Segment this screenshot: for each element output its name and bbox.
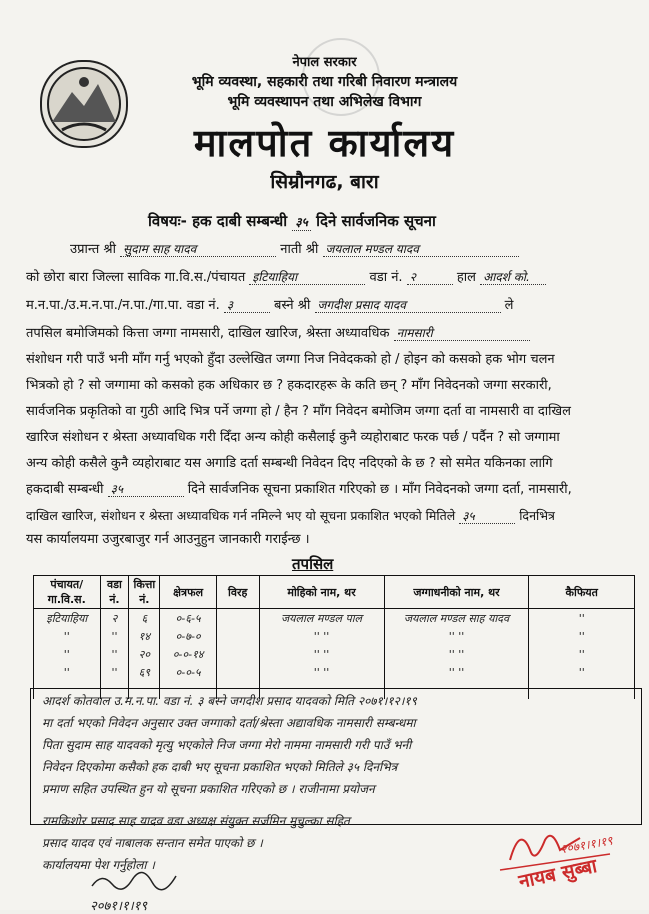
body-line-12: यस कार्यालयमा उजुरबाजुर गर्न आउनुहुन जानकारी गराईन्छ । [26,532,310,547]
note-line-4: निवेदन दिएकोमा कसैको हक दाबी भए सूचना प्रकाशित भएको मितिले ३५ दिनभित्र [42,760,398,774]
cell: '' [529,645,635,663]
cell: '' '' [384,645,529,663]
note-line-6: रामकिशोर प्रसाद साह यादव वडा अध्यक्ष संयुक्त सर्जमिन मुचुल्का सहित [42,814,350,828]
cell: '' '' [259,645,384,663]
subject-days: ३५ [292,213,310,231]
request-type-field: नामसारी [394,327,530,341]
note-line-1: आदर्श कोतवाल उ.म.न.पा. वडा नं. ३ बस्ने जगदीश प्रसाद यादवको मिति २०७१।१२।१९ [42,694,417,708]
cell: '' [529,609,635,628]
applicant-father-field: सुदाम साह यादव [120,243,276,257]
cell: '' [34,627,101,645]
text: दाखिल खारिज, संशोधन र श्रेस्ता अध्यावधिक गर्न नमिल्ने भए यो सूचना प्रकाशित भएको मितिले [26,508,456,523]
cell: '' [100,627,129,645]
body-line-11 [26,509,555,524]
cell [216,645,259,663]
table-row [34,627,635,645]
text: हकदाबी सम्बन्धी [26,482,104,497]
table-row [34,663,635,681]
text: नाती श्री [280,242,319,257]
body-line-9: अन्य कोही कसैले कुनै व्यहोराबाट यस अगाडि दर्ता सम्बन्धी निवेदन दिए नदिएको के छ ? सो समेत यकिनका लागि [26,456,553,471]
cell: ०-७-० [160,627,217,645]
days-field-2: ३५ [459,510,515,524]
applicant-name-field: जगदीश प्रसाद यादव [315,299,501,313]
body-line-5: संशोधन गरी पाउँ भनी माँग गर्नु भएको हुँदा उल्लेखित जग्गा निज निवेदकको हो / होइन को कसको हक भोग चलन [26,352,555,367]
body-line-1 [70,243,519,257]
cell: '' '' [384,627,529,645]
office-location: सिम्रौनगढ, बारा [270,171,379,193]
current-address-field: आदर्श को. [480,271,546,285]
stamp-date: २०७१।१।१९ [559,833,614,857]
cell: ०-६-५ [160,609,217,628]
note-line-3: पिता सुदाम साह यादवको मृत्यु भएकोले निज जग्गा मेरो नाममा नामसारी गरी पाउँ भनी [42,738,412,752]
col-remarks: कैफियत [529,576,635,609]
cell: '' [529,627,635,645]
cell [216,609,259,628]
cell: ६ [129,609,160,628]
col-birah: विरह [216,576,259,609]
col-area: क्षेत्रफल [160,576,217,609]
note-line-8: कार्यालयमा पेश गर्नुहोला । [42,858,155,872]
cell: '' '' [259,627,384,645]
body-line-7: सार्वजनिक प्रकृतिको वा गुठी आदि भित्र पर्ने जग्गा हो / हैन ? माँग निवेदन बमोजिम जग्गा दर्ता वा नामसारी वा दाखिल [26,404,571,419]
cell: '' [100,645,129,663]
cell: '' [34,663,101,681]
body-line-8: खारिज संशोधन र श्रेस्ता अध्यावधिक गरी दिँदा अन्य कोही कसैलाई कुनै व्यहोराबाट फरक पर्छ / पर्दैन ? सो जग्गामा [26,430,560,445]
cell: इटियाहिया [34,609,101,628]
grandfather-field: जयलाल मण्डल यादव [323,243,519,257]
cell: २ [100,609,129,628]
subject-prefix: विषयः- हक दाबी सम्बन्धी [148,212,288,230]
text: उप्रान्त श्री [70,242,117,257]
cell [216,663,259,681]
header-ministry: भूमि व्यवस्था, सहकारी तथा गरिबी निवारण मन्त्रालय [191,74,458,90]
text: बस्ने श्री [274,298,311,313]
text: को छोरा बारा जिल्ला साविक गा.वि.स./पंचायत [26,270,246,285]
signature-left [90,870,180,914]
text: वडा नं. [369,270,403,285]
text: दिनभित्र [519,508,555,523]
vdc-field: इटियाहिया [249,271,365,285]
col-owner: जग्गाधनीको नाम, थर [384,576,529,609]
subject-suffix: दिने सार्वजनिक सूचना [316,212,436,230]
text: तपसिल बमोजिमको कित्ता जग्गा नामसारी, दाखिल खारिज, श्रेस्ता अध्यावधिक [26,326,390,341]
text: हाल [456,270,476,285]
col-ward: वडा नं. [100,576,129,609]
current-ward-field: ३ [224,299,270,313]
body-line-3 [26,299,513,313]
text: दिने सार्वजनिक सूचना प्रकाशित गरिएको छ । माँग निवेदनको जग्गा दर्ता, नामसारी, [187,482,572,497]
note-line-2: मा दर्ता भएको निवेदन अनुसार उक्त जग्गाको दर्ता/श्रेस्ता अद्यावधिक नामसारी सम्बन्धमा [42,716,416,730]
col-panchayat: पंचायत/ गा.वि.स. [34,576,101,609]
signature-scribble-icon [90,870,180,892]
cell: ६९ [129,663,160,681]
land-details-table [33,575,635,699]
col-kitta: कित्ता नं. [129,576,160,609]
body-line-6: भित्रको हो ? सो जग्गामा को कसको हक अधिकार छ ? हकदारहरू के कति छन् ? माँग निवेदनको जग्गा सरकारी, [26,378,552,393]
cell: '' [100,663,129,681]
text: म.न.पा./उ.म.न.पा./न.पा./गा.पा. वडा नं. [26,298,220,313]
signature-left-date: २०७१।१।१९ [90,899,148,914]
table-row [34,609,635,628]
note-line-5: प्रमाण सहित उपस्थित हुन यो सूचना प्रकाशित गरिएको छ । राजीनामा प्रयोजन [42,782,375,796]
col-tenant: मोहिको नाम, थर [259,576,384,609]
ward-field: २ [407,271,453,285]
body-line-10 [26,483,572,497]
office-title: मालपोत कार्यालय [193,121,456,165]
cell: '' [34,645,101,663]
cell: '' '' [384,663,529,681]
header-department: भूमि व्यवस्थापन तथा अभिलेख विभाग [227,94,422,110]
cell: '' '' [259,663,384,681]
cell: ०-०-१४ [160,645,217,663]
tapasil-title: तपसिल [292,555,334,573]
cell: ०-०-५ [160,663,217,681]
body-line-2 [26,271,546,285]
header-government: नेपाल सरकार [292,55,357,70]
subject-line [148,211,436,231]
text: ले [504,298,514,313]
cell: २० [129,645,160,663]
days-field: ३५ [108,483,184,497]
cell: जयलाल मण्डल साह यादव [384,609,529,628]
cell: १४ [129,627,160,645]
body-line-4 [26,327,530,341]
table-header-row [34,576,635,609]
cell: जयलाल मण्डल पाल [259,609,384,628]
cell [216,627,259,645]
table-row [34,645,635,663]
stamp-designation: नायब सुब्बा [516,854,599,893]
note-line-7: प्रसाद यादव एवं नाबालक सन्तान समेत पाएको छ । [42,836,263,850]
cell: '' [529,663,635,681]
